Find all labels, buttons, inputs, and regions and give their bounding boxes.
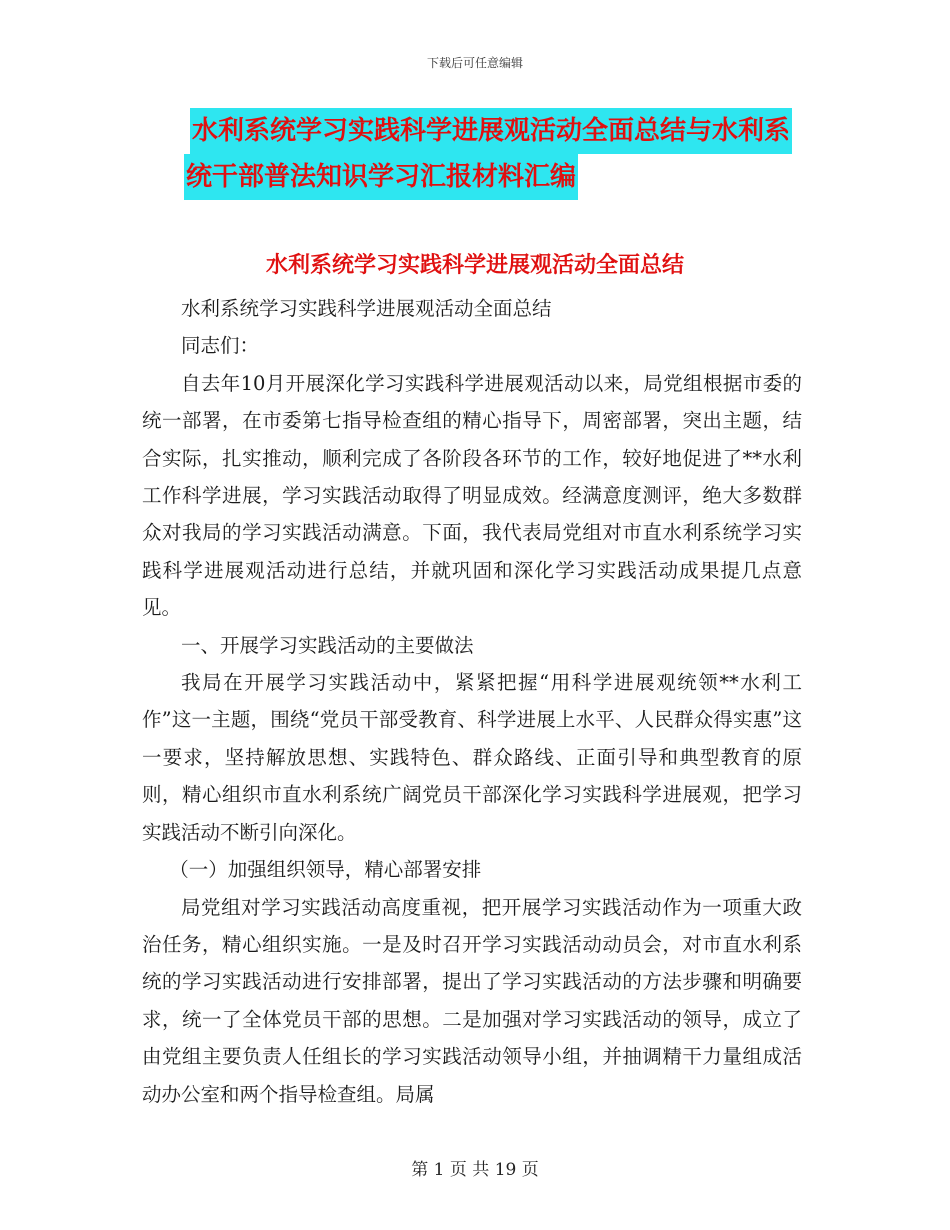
document-body: [142, 290, 802, 1113]
body-paragraph-subtitle: 水利系统学习实践科学进展观活动全面总结: [181, 297, 552, 320]
page-number-footer: 第 1 页 共 19 页: [411, 1160, 539, 1180]
main-title-line-1: 水利系统学习实践科学进展观活动全面总结与水利系: [190, 108, 792, 154]
section-title: 水利系统学习实践科学进展观活动全面总结: [265, 253, 684, 278]
body-paragraph: 局党组对学习实践活动高度重视，把开展学习实践活动作为一项重大政治任务，精心组织实施。一是及时召开学习实践活动动员会，对市直水利系统的学习实践活动进行安排部署，提出了学习实践活动的方法步骤和明确要求，统一了全体党员干部的思想。二是加强对学习实践活动的领导，成立了由党组主要负责人任组长的学习实践活动领导小组，并抽调精干力量组成活动办公室和两个指导检查组。局属: [142, 895, 802, 1106]
main-title-line-2: 统干部普法知识学习汇报材料汇编: [184, 154, 578, 200]
body-subheading-1: （一）加强组织领导，精心部署安排: [169, 858, 482, 882]
body-paragraph-salutation: 同志们：: [181, 334, 260, 358]
body-paragraph: 我局在开展学习实践活动中，紧紧把握“用科学进展观统领**水利工作”这一主题，围绕“党员干部受教育、科学进展上水平、人民群众得实惠”这一要求，坚持解放思想、实践特色、群众路线、正面引导和典型教育的原则，精心组织市直水利系统广阔党员干部深化学习实践科学进展观，把学习实践活动不断引向深化。: [142, 671, 802, 844]
document-main-title: [186, 108, 810, 200]
body-heading-1: 一、开展学习实践活动的主要做法: [181, 633, 474, 657]
page-header-note: 下载后可任意编辑: [426, 56, 523, 70]
body-paragraph-intro: 自去年10月开展深化学习实践科学进展观活动以来，局党组根据市委的统一部署，在市委第七指导检查组的精心指导下，周密部署，突出主题，结合实际，扎实推动，顺利完成了各阶段各环节的工作，较好地促进了**水利工作科学进展，学习实践活动取得了明显成效。经满意度测评，绝大多数群众对我局的学习实践活动满意。下面，我代表局党组对市直水利系统学习实践科学进展观活动进行总结，并就巩固和深化学习实践活动成果提几点意见。: [142, 371, 802, 620]
